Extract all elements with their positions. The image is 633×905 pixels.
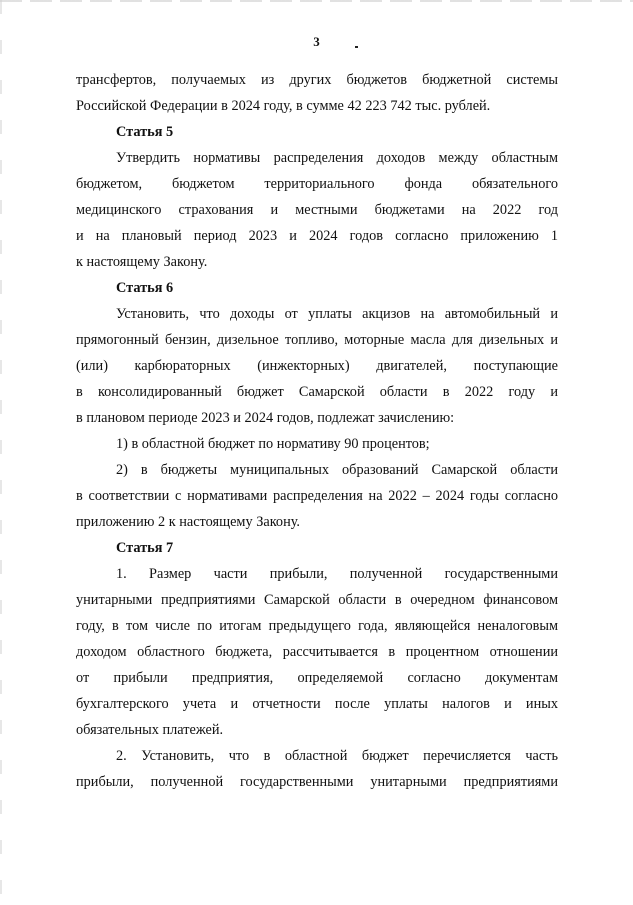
text-line: бюджетом, бюджетом территориального фонда обязательного [76,176,558,192]
text-line: бухгалтерского учета и отчетности после уплаты налогов и иных [76,696,558,712]
text-line: медицинского страхования и местными бюджетами на 2022 год [76,202,558,218]
text-line: 1. Размер части прибыли, полученной государственными [116,566,558,582]
document-body [76,67,558,795]
page-number: 3 [313,34,320,49]
text-line: приложению 2 к настоящему Закону. [76,514,301,530]
text-line: Российской Федерации в 2024 году, в сумме 42 223 742 тыс. рублей. [76,98,491,114]
article-heading: Статья 5 [116,124,174,140]
scan-edge-top [0,0,633,2]
text-line: доходом областного бюджета, рассчитывается в процентном отношении [76,644,558,660]
text-line: (или) карбюраторных (инжекторных) двигателей, поступающие [76,358,558,374]
text-line: Установить, что доходы от уплаты акцизов на автомобильный и [116,306,558,322]
text-line: 1) в областной бюджет по нормативу 90 процентов; [116,436,430,452]
text-line: прибыли, полученной государственными унитарными предприятиями [76,774,558,790]
text-line: 2. Установить, что в областной бюджет перечисляется часть [116,748,558,764]
text-line: 2) в бюджеты муниципальных образований Самарской области [116,462,558,478]
text-line: обязательных платежей. [76,722,224,738]
text-line: унитарными предприятиями Самарской области в очередном финансовом [76,592,558,608]
scan-edge-left [0,0,2,905]
text-line: в консолидированный бюджет Самарской области в 2022 году и [76,384,558,400]
text-line: трансфертов, получаемых из других бюджетов бюджетной системы [76,72,558,88]
scan-speck [355,46,358,48]
text-line: Утвердить нормативы распределения доходов между областным [116,150,558,166]
text-line: от прибыли предприятия, определяемой согласно документам [76,670,558,686]
text-line: и на плановый период 2023 и 2024 годов согласно приложению 1 [76,228,558,244]
text-line: к настоящему Закону. [76,254,208,270]
article-heading: Статья 7 [116,540,174,556]
article-heading: Статья 6 [116,280,174,296]
text-line: прямогонный бензин, дизельное топливо, моторные масла для дизельных и [76,332,558,348]
text-line: году, в том числе по итогам предыдущего года, являющейся неналоговым [76,618,558,634]
text-line: в соответствии с нормативами распределения на 2022 – 2024 годы согласно [76,488,558,504]
text-line: в плановом периоде 2023 и 2024 годов, подлежат зачислению: [76,410,455,426]
